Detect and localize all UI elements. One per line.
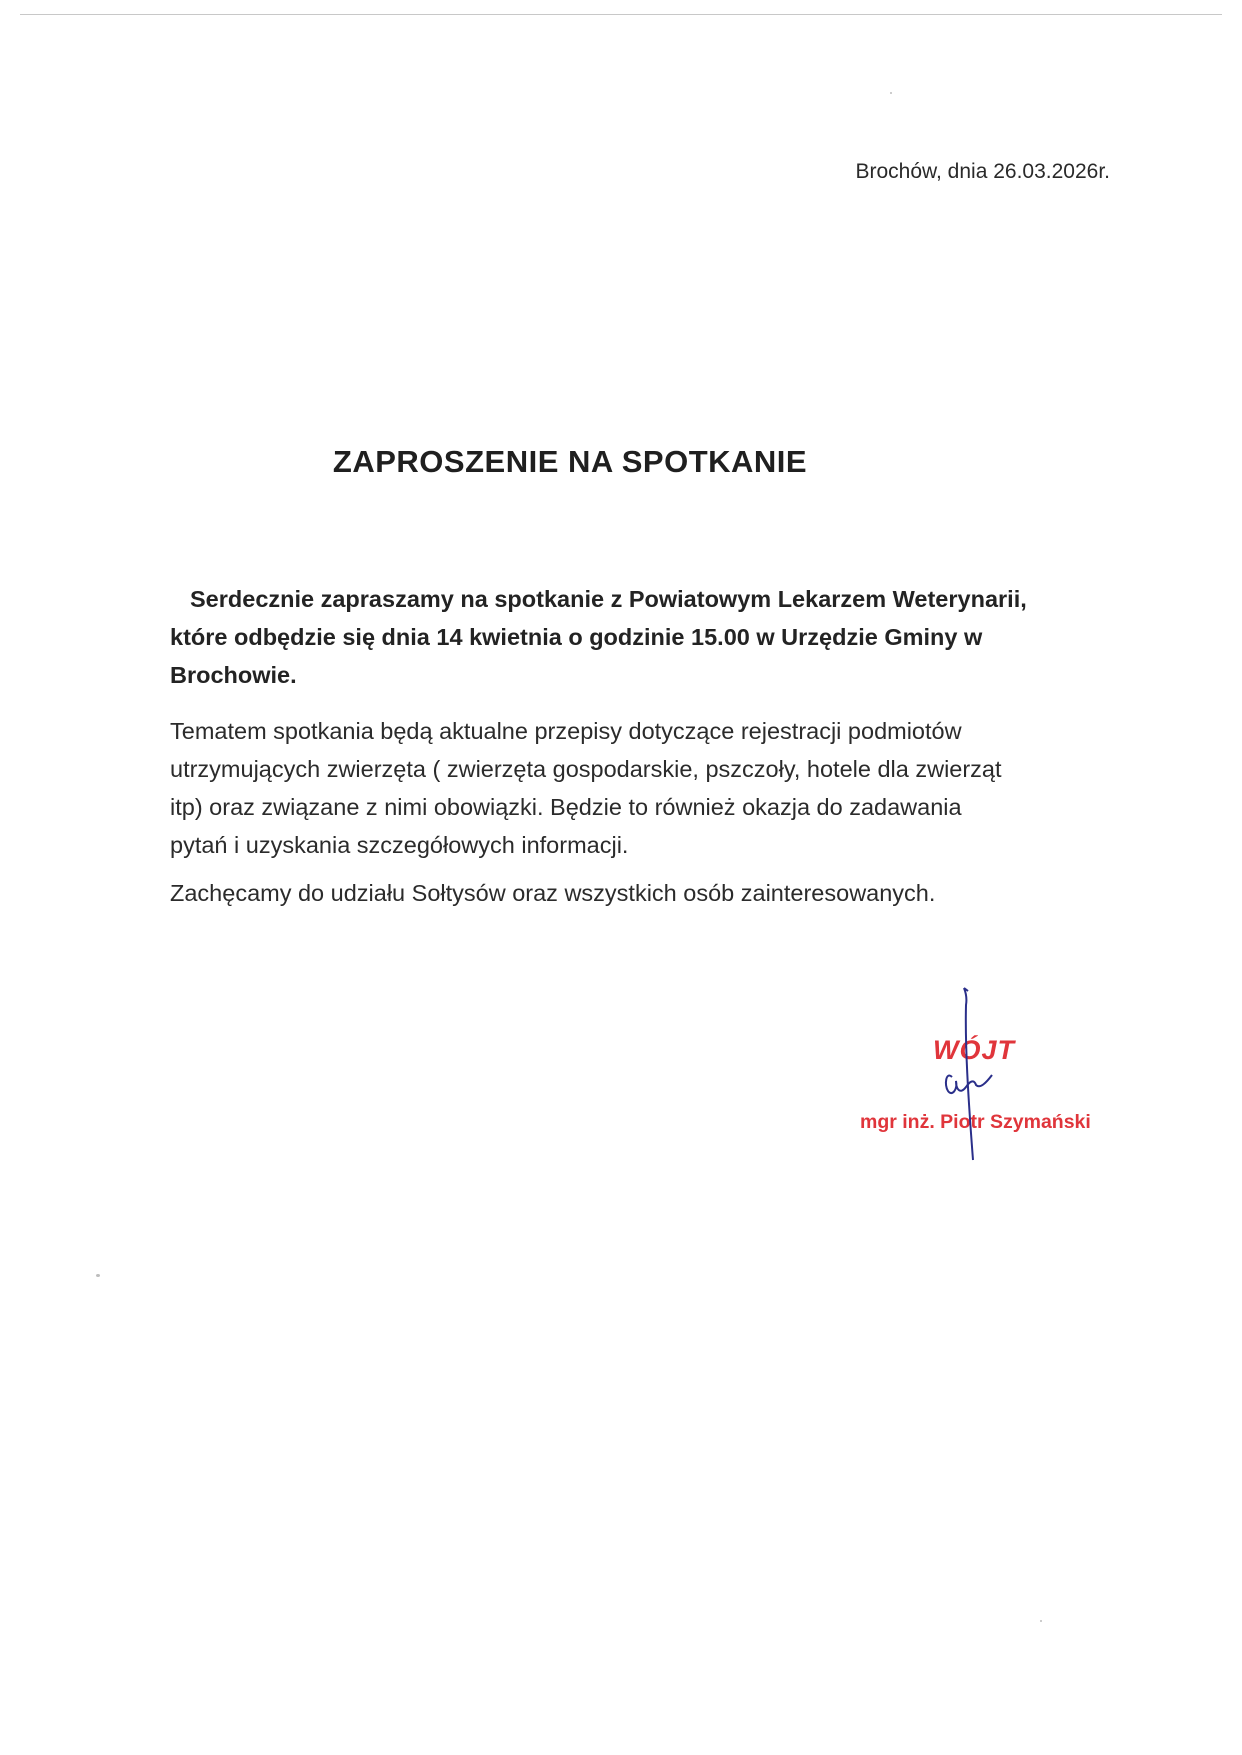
document-title: ZAPROSZENIE NA SPOTKANIE [332, 444, 808, 479]
lead-line: Serdecznie zapraszamy na spotkanie z Powiatowym Lekarzem Weterynarii, [190, 586, 1027, 612]
scan-speck [96, 1274, 100, 1277]
lead-line: Brochowie. [170, 662, 297, 688]
body-paragraph-invitation [170, 874, 1100, 912]
lead-line: które odbędzie się dnia 14 kwietnia o godzinie 15.00 w Urzędzie Gminy w [170, 624, 983, 650]
date-line: Brochów, dnia 26.03.2026r. [855, 160, 1110, 183]
body-paragraph-topics [170, 712, 1100, 864]
stamp-title: WÓJT [933, 1035, 1015, 1065]
body-line: itp) oraz związane z nimi obowiązki. Będzie to również okazja do zadawania [170, 794, 962, 820]
signature-stamp [840, 985, 1100, 1165]
scan-speck [890, 92, 892, 94]
handwritten-signature [840, 985, 1100, 1165]
body-line: utrzymujących zwierzęta ( zwierzęta gospodarskie, pszczoły, hotele dla zwierząt [170, 756, 1002, 782]
body-line: Zachęcamy do udziału Sołtysów oraz wszystkich osób zainteresowanych. [170, 880, 936, 906]
scan-edge-line [20, 14, 1222, 15]
lead-paragraph [170, 580, 1100, 694]
scan-speck [1040, 1620, 1042, 1622]
body-line: Tematem spotkania będą aktualne przepisy dotyczące rejestracji podmiotów [170, 718, 962, 744]
stamp-name: mgr inż. Piotr Szymański [860, 1111, 1091, 1133]
body-line: pytań i uzyskania szczegółowych informacji. [170, 832, 629, 858]
